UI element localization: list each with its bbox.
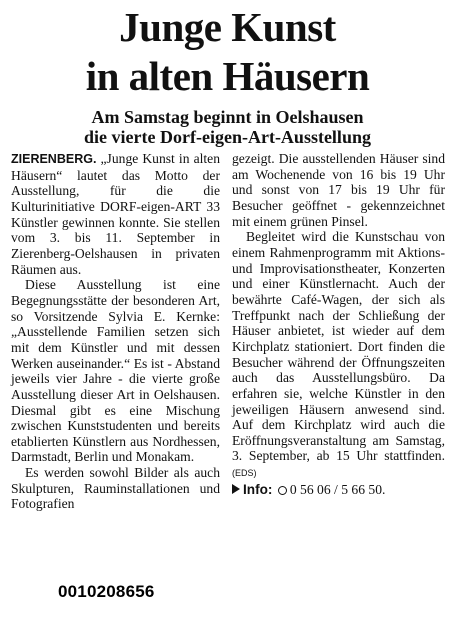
phone-icon	[278, 486, 287, 495]
headline-line-2: in alten Häusern	[85, 53, 370, 99]
paragraph-kernke-quote: Diese Ausstellung ist eine Begegnungsstätte der besonderen Art, so Vorsitzende Sylvia E. Kernke: „Ausstellende Familien setzen sich mit dem Künstler und mit dessen Werken auseinander.“ Es ist - Abstand jeweils vier Jahre - die vierte große Ausstellung dieser Art in Oelshausen. Diesmal gibt es eine Mischung zwischen Kunststudenten und bereits etablierten Künstlern aus Nordhessen, Darmstadt, Berlin und Monakam.	[11, 277, 220, 465]
article-column-right	[232, 151, 445, 497]
info-phone: 0 56 06 / 5 66 50.	[289, 481, 386, 497]
paragraph-opening-hours: gezeigt. Die ausstellenden Häuser sind am Wochenende von 16 bis 19 Uhr und sonst von 17 bis 19 Uhr für Besucher geöffnet - gekennzeichnet mit einem grünen Pinsel.	[232, 151, 445, 229]
dateline: ZIERENBERG.	[11, 152, 97, 166]
paragraph-program-text: Begleitet wird die Kunstschau von einem Rahmenprogramm mit Aktions- und Improvisationstheater, Konzerten und einer Künstlernacht. Auch der bewährte Café-Wagen, der sich als Treffpunkt nach der Schließung der Häuser anbietet, ist wieder auf dem Kirchplatz stationiert. Dort finden die Besucher während der Öffnungszeiten auch das Ausstellungsbüro. Da erfahren sie, welche Künstler in den jeweiligen Häusern anwesend sind. Auf dem Kirchplatz wird auch die Eröffnungsveranstaltung am Samstag, 3. September, ab 15 Uhr stattfinden.	[232, 229, 445, 464]
article-column-left	[11, 151, 220, 512]
paragraph-intro	[11, 151, 220, 277]
headline-line-1: Junge Kunst	[119, 4, 336, 50]
subheadline-line-2: die vierte Dorf-eigen-Art-Ausstellung	[84, 127, 371, 147]
paragraph-program	[232, 229, 445, 482]
paragraph-exhibits: Es werden sowohl Bilder als auch Skulpturen, Rauminstallationen und Fotografien	[11, 465, 220, 512]
archive-id-stamp: 0010208656	[58, 582, 155, 601]
info-line	[232, 482, 445, 498]
info-label: Info:	[243, 481, 273, 497]
paragraph-intro-text: „Junge Kunst in alten Häusern“ lautet das Motto der Ausstellung, für die die Kulturinitiative DORF-eigen-ART 33 Künstler gewinnen konnte. Sie stellen vom 3. bis 11. September in Zierenberg-Oelshausen in privaten Räumen aus.	[11, 151, 220, 277]
subheadline-line-1: Am Samstag beginnt in Oelshausen	[91, 107, 364, 127]
arrow-right-icon	[232, 484, 240, 494]
author-tag: (EDS)	[232, 468, 257, 479]
